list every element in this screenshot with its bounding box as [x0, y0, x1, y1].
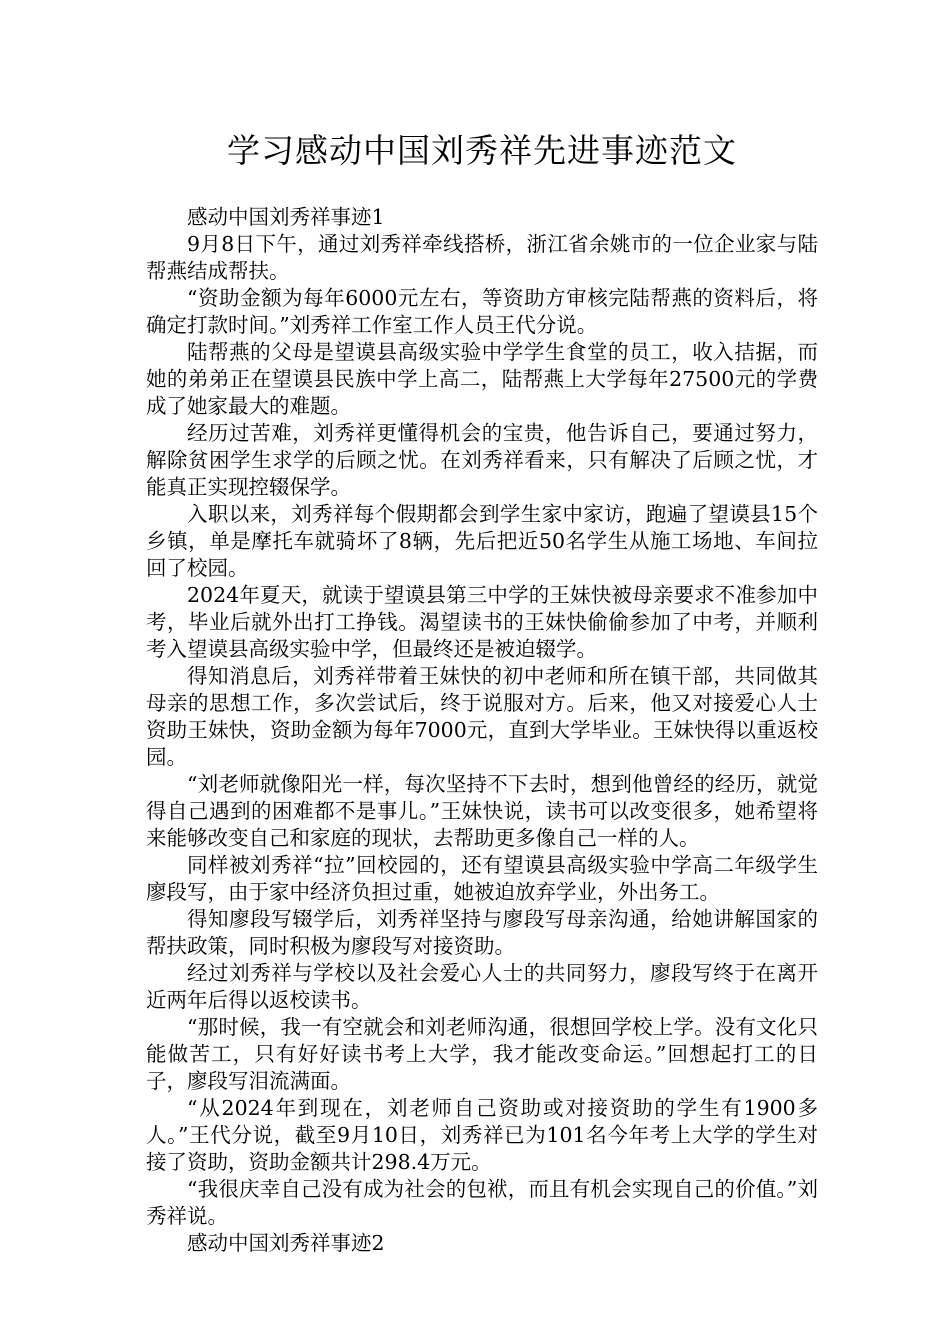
paragraph: 陆帮燕的父母是望谟县高级实验中学学生食堂的员工，收入拮据，而她的弟弟正在望谟县民族中学上高二，陆帮燕上大学每年27500元的学费成了她家最大的难题。	[146, 340, 818, 418]
paragraph: 得知廖段写辍学后，刘秀祥坚持与廖段写母亲沟通，给她讲解国家的帮扶政策，同时积极为廖段写对接资助。	[146, 907, 818, 958]
section-heading-2: 感动中国刘秀祥事迹2	[187, 1231, 385, 1255]
paragraph: 经过刘秀祥与学校以及社会爱心人士的共同努力，廖段写终于在离开近两年后得以返校读书。	[146, 961, 818, 1012]
paragraph: “我很庆幸自己没有成为社会的包袱，而且有机会实现自己的价值。”刘秀祥说。	[146, 1177, 818, 1228]
paragraph: 经历过苦难，刘秀祥更懂得机会的宝贵，他告诉自己，要通过努力，解除贫困学生求学的后顾之忧。在刘秀祥看来，只有解决了后顾之忧，才能真正实现控辍保学。	[146, 421, 818, 499]
document-body	[146, 204, 818, 1257]
paragraph: “从2024年到现在，刘老师自己资助或对接资助的学生有1900多人。”王代分说，截至9月10日，刘秀祥已为101名今年考上大学的学生对接了资助，资助金额共计298.4万元。	[146, 1096, 818, 1174]
section-heading-1: 感动中国刘秀祥事迹1	[187, 205, 385, 229]
paragraph: “资助金额为每年6000元左右，等资助方审核完陆帮燕的资料后，将确定打款时间。”刘秀祥工作室工作人员王代分说。	[146, 286, 818, 337]
paragraph: 得知消息后，刘秀祥带着王妹快的初中老师和所在镇干部，共同做其母亲的思想工作，多次尝试后，终于说服对方。后来，他又对接爱心人士资助王妹快，资助金额为每年7000元，直到大学毕业。王妹快得以重返校园。	[146, 664, 818, 769]
document-page	[146, 126, 818, 1257]
paragraph: 2024年夏天，就读于望谟县第三中学的王妹快被母亲要求不准参加中考，毕业后就外出打工挣钱。渴望读书的王妹快偷偷参加了中考，并顺利考入望谟县高级实验中学，但最终还是被迫辍学。	[146, 583, 818, 661]
paragraph: “刘老师就像阳光一样，每次坚持不下去时，想到他曾经的经历，就觉得自己遇到的困难都不是事儿。”王妹快说，读书可以改变很多，她希望将来能够改变自己和家庭的现状，去帮助更多像自己一样的人。	[146, 772, 818, 850]
paragraph: 9月8日下午，通过刘秀祥牵线搭桥，浙江省余姚市的一位企业家与陆帮燕结成帮扶。	[146, 232, 818, 283]
paragraph: 同样被刘秀祥“拉”回校园的，还有望谟县高级实验中学高二年级学生廖段写，由于家中经济负担过重，她被迫放弃学业，外出务工。	[146, 853, 818, 904]
paragraph: “那时候，我一有空就会和刘老师沟通，很想回学校上学。没有文化只能做苦工，只有好好读书考上大学，我才能改变命运。”回想起打工的日子，廖段写泪流满面。	[146, 1015, 818, 1093]
document-title: 学习感动中国刘秀祥先进事迹范文	[227, 131, 737, 170]
paragraph: 入职以来，刘秀祥每个假期都会到学生家中家访，跑遍了望谟县15个乡镇，单是摩托车就骑坏了8辆，先后把近50名学生从施工场地、车间拉回了校园。	[146, 502, 818, 580]
